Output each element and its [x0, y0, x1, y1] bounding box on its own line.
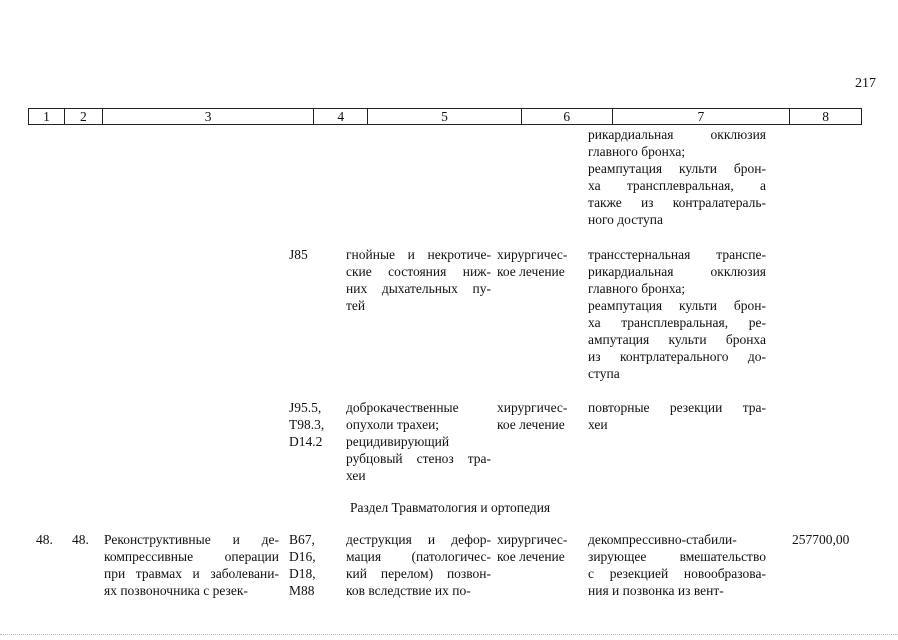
text-line: хеи — [588, 417, 608, 432]
text-line: ха трансплевральная, ре- — [588, 315, 766, 330]
text-line: кий перелом) позвон- — [346, 566, 491, 581]
text-line: хирургичес- — [497, 400, 568, 415]
text-line: ампутация культи бронха — [588, 332, 766, 347]
text-line: доброкачественные — [346, 400, 459, 415]
header-col-4: 4 — [314, 109, 368, 124]
row-1-col-4 — [289, 246, 339, 263]
text-line: ях позвоночника с резек- — [104, 583, 248, 598]
row-2-col-4 — [289, 399, 339, 450]
text-line: ного доступа — [588, 212, 663, 227]
last-row-col-3 — [104, 531, 279, 599]
last-row-col-4 — [289, 531, 339, 599]
last-row-col-8: 257700,00 — [792, 532, 850, 547]
page-bottom-edge — [0, 634, 898, 636]
text-line: D18, — [289, 566, 316, 581]
last-row-col-5 — [346, 531, 491, 599]
text-line: мация (патологичес- — [346, 549, 491, 564]
text-line: гнойные и некротиче- — [346, 247, 491, 262]
text-line: J85 — [289, 247, 308, 262]
text-line: кое лечение — [497, 264, 565, 279]
text-line: главного бронха; — [588, 281, 686, 296]
text-line: M88 — [289, 583, 315, 598]
text-line: хеи — [346, 468, 366, 483]
text-line: ков вследствие их по- — [346, 583, 471, 598]
last-row-col-2: 48. — [72, 532, 89, 547]
text-line: Реконструктивные и де- — [104, 532, 279, 547]
text-line: рубцовый стеноз тра- — [346, 451, 491, 466]
page-number: 217 — [855, 76, 876, 91]
text-line: тей — [346, 298, 366, 313]
text-line: рикардиальная окклюзия — [588, 127, 766, 142]
text-line: J95.5, — [289, 400, 322, 415]
text-line: деструкция и дефор- — [346, 532, 491, 547]
text-line: хирургичес- — [497, 247, 568, 262]
header-col-7: 7 — [613, 109, 791, 124]
text-line: с резекцией новообразова- — [588, 566, 766, 581]
text-line: опухоли трахеи; — [346, 417, 440, 432]
text-line: ха трансплевральная, а — [588, 178, 766, 193]
header-col-6: 6 — [522, 109, 613, 124]
header-col-2: 2 — [65, 109, 103, 124]
section-title: Раздел Травматология и ортопедия — [350, 500, 551, 515]
text-line: ния и позвонка из вент- — [588, 583, 724, 598]
text-line: кое лечение — [497, 549, 565, 564]
text-line: рецидивирующий — [346, 434, 450, 449]
row-2-col-7 — [588, 399, 766, 433]
text-line: повторные резекции тра- — [588, 400, 766, 415]
text-line: при травмах и заболевани- — [104, 566, 279, 581]
text-line: B67, — [289, 532, 315, 547]
text-line: реампутация культи брон- — [588, 161, 766, 176]
row-0-col-7 — [588, 126, 766, 228]
text-line: компрессивные операции — [104, 549, 279, 564]
text-line: ские состояния ниж- — [346, 264, 491, 279]
text-line: декомпрессивно-стабили- — [588, 532, 737, 547]
last-row-col-6 — [497, 531, 587, 565]
text-line: зирующее вмешательство — [588, 549, 766, 564]
text-line: трансстернальная транспе- — [588, 247, 766, 262]
row-1-col-7 — [588, 246, 766, 382]
header-col-3: 3 — [103, 109, 314, 124]
text-line: кое лечение — [497, 417, 565, 432]
text-line: D16, — [289, 549, 316, 564]
text-line: из контрлатерального до- — [588, 349, 766, 364]
text-line: ступа — [588, 366, 620, 381]
row-2-col-6 — [497, 399, 587, 433]
header-col-1: 1 — [29, 109, 65, 124]
text-line: рикардиальная окклюзия — [588, 264, 766, 279]
text-line: них дыхательных пу- — [346, 281, 491, 296]
text-line: T98.3, — [289, 417, 325, 432]
last-row-col-1: 48. — [36, 532, 53, 547]
text-line: реампутация культи брон- — [588, 298, 766, 313]
row-1-col-5 — [346, 246, 491, 314]
table-header-row — [28, 108, 862, 125]
header-col-8: 8 — [822, 109, 829, 124]
text-line: хирургичес- — [497, 532, 568, 547]
text-line: главного бронха; — [588, 144, 686, 159]
row-1-col-6 — [497, 246, 587, 280]
last-row-col-7 — [588, 531, 766, 599]
text-line: D14.2 — [289, 434, 323, 449]
row-2-col-5 — [346, 399, 491, 484]
text-line: также из контралатераль- — [588, 195, 766, 210]
header-col-5: 5 — [368, 109, 522, 124]
